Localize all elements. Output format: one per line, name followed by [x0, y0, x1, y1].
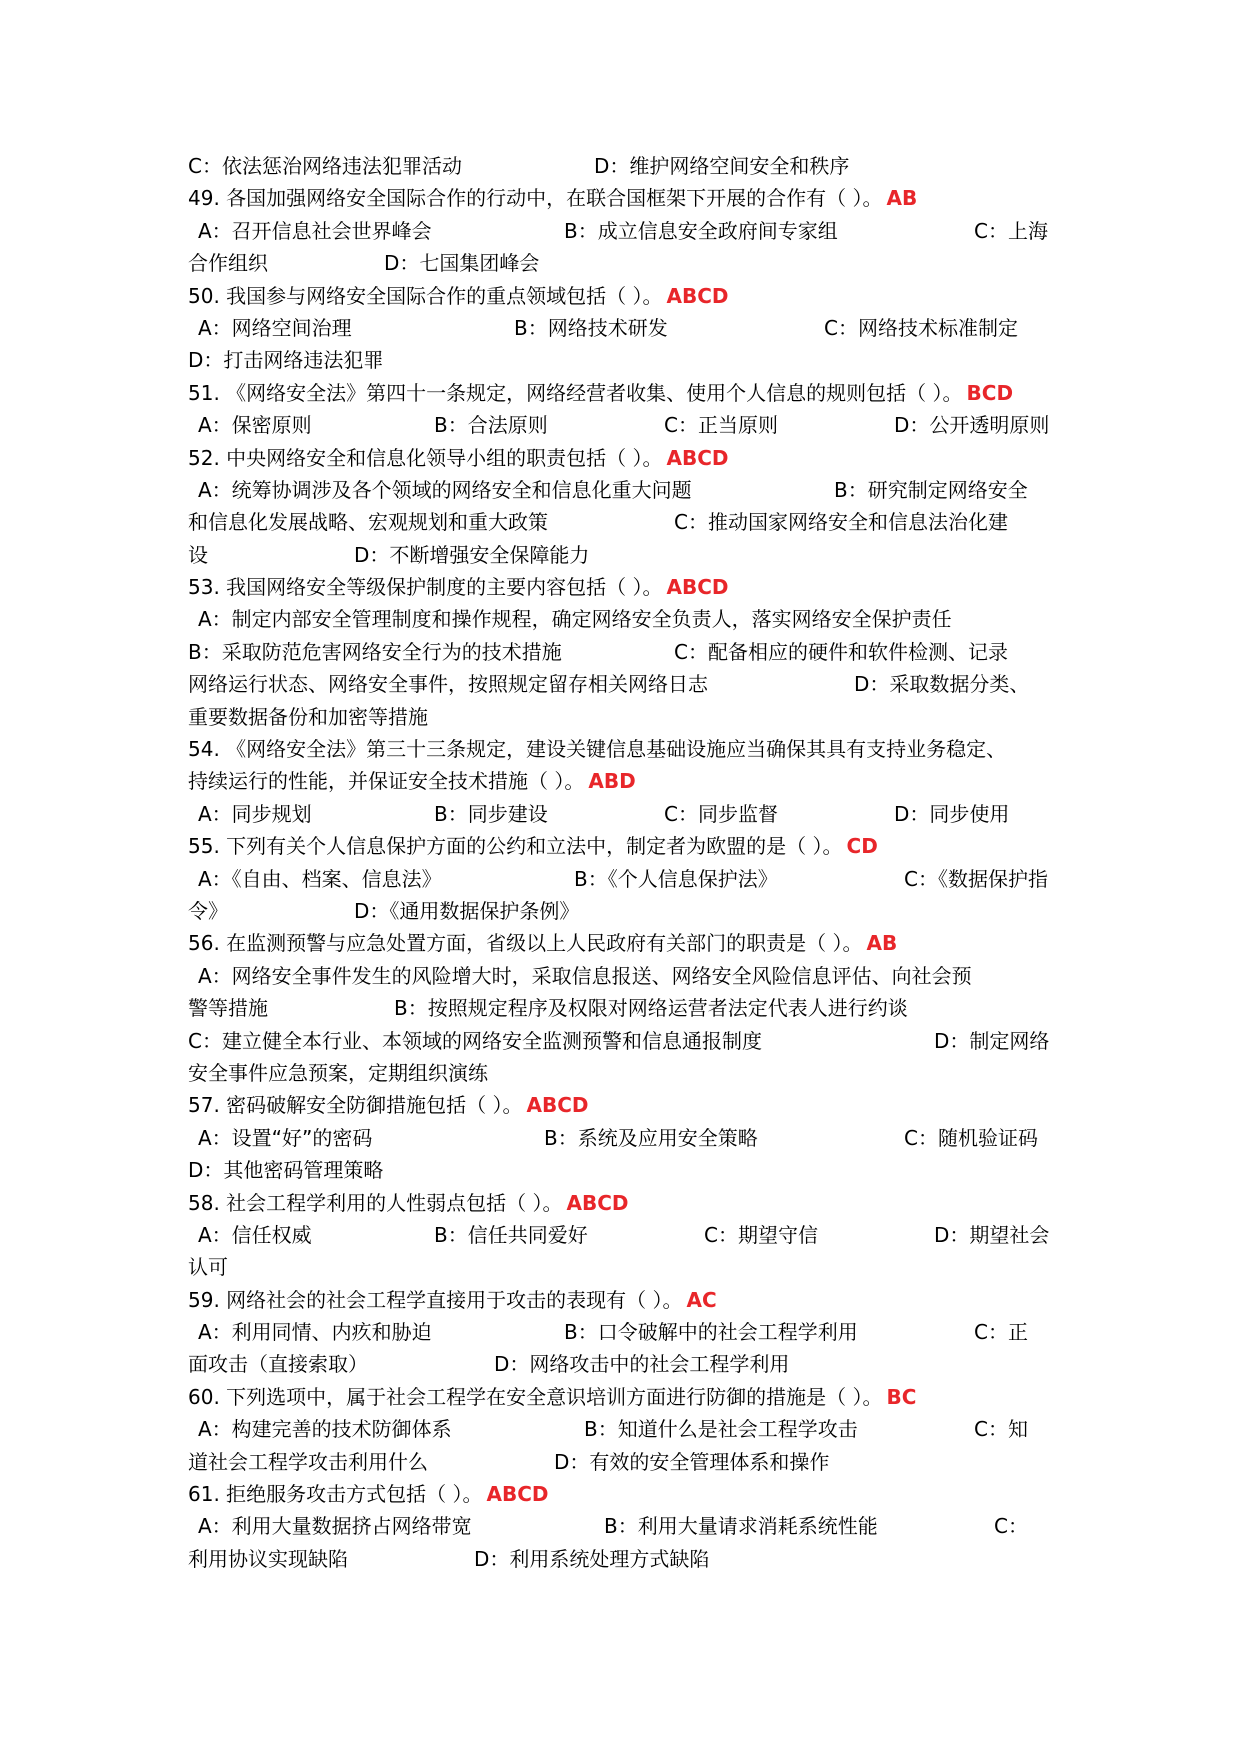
question-block: [188, 1089, 1066, 1186]
option-text: [564, 215, 838, 247]
option-label: D：七国集团峰会: [384, 251, 540, 276]
option-text: [188, 668, 708, 700]
question-text: 57. 密码破解安全防御措施包括（ ）。: [188, 1093, 523, 1118]
question-text: 49. 各国加强网络安全国际合作的行动中，在联合国框架下开展的合作有（ ）。: [188, 186, 883, 211]
option-label: C：依法惩治网络违法犯罪活动: [188, 154, 462, 178]
option-label: B：研究制定网络安全: [834, 477, 1028, 502]
option-text: [198, 409, 312, 441]
question-block: [188, 571, 1066, 733]
option-text: [188, 150, 462, 182]
option-text: [198, 1413, 452, 1445]
option-line: [188, 474, 1066, 506]
option-line: [188, 1219, 1066, 1251]
option-line: [188, 215, 1066, 247]
option-text: [934, 1219, 1049, 1251]
option-label: A：《自由、档案、信息法》: [198, 866, 442, 891]
question-list: [188, 150, 1066, 1575]
option-line: [188, 668, 1066, 700]
option-label: B：信任共同爱好: [434, 1222, 588, 1247]
option-label: C：推动国家网络安全和信息法治化建: [674, 510, 1008, 535]
answer-key: AC: [686, 1287, 717, 1312]
option-text: [514, 312, 668, 344]
option-label: C：建立健全本行业、本领域的网络安全监测预警和信息通报制度: [188, 1028, 762, 1053]
question-stem: [188, 1381, 1066, 1413]
option-label: D：其他密码管理策略: [188, 1158, 384, 1183]
option-label: B：口令破解中的社会工程学利用: [564, 1320, 858, 1345]
option-text: [188, 1446, 428, 1478]
option-line: [188, 960, 1066, 992]
option-text: [904, 1122, 1038, 1154]
option-line: [188, 1543, 1066, 1575]
option-label: B：成立信息安全政府间专家组: [564, 218, 838, 243]
question-text: 60. 下列选项中，属于社会工程学在安全意识培训方面进行防御的措施是（ ）。: [188, 1384, 883, 1409]
option-text: [974, 1413, 1028, 1445]
question-text: 56. 在监测预警与应急处置方面，省级以上人民政府有关部门的职责是（ ）。: [188, 931, 863, 956]
option-label: D：打击网络违法犯罪: [188, 348, 384, 373]
question-block: [188, 927, 1066, 1089]
option-line: [188, 765, 1066, 797]
option-text: [188, 1154, 383, 1186]
question-block: [188, 1381, 1066, 1478]
option-label: C：正: [974, 1320, 1028, 1345]
option-text: [188, 247, 268, 279]
option-text: [198, 312, 352, 344]
option-label: B：知道什么是社会工程学攻击: [584, 1417, 858, 1442]
option-line: [188, 1510, 1066, 1542]
option-text: [394, 992, 908, 1024]
question-block: [188, 830, 1066, 927]
option-text: [198, 1219, 312, 1251]
answer-key: AB: [866, 931, 898, 956]
option-text: [384, 247, 539, 279]
option-label: A：同步规划: [198, 801, 312, 826]
option-label: B：《个人信息保护法》: [574, 866, 778, 891]
option-text: [664, 409, 778, 441]
option-text: [834, 474, 1028, 506]
option-line: [188, 150, 1066, 182]
option-label: A：利用大量数据挤占网络带宽: [198, 1514, 472, 1539]
answer-key: CD: [846, 834, 878, 859]
option-label: A：网络空间治理: [198, 315, 352, 340]
option-label: D：有效的安全管理体系和操作: [554, 1449, 830, 1474]
option-text: [198, 1122, 372, 1154]
question-stem: [188, 733, 1066, 765]
option-label: C：网络技术标准制定: [824, 315, 1018, 340]
option-text: [974, 215, 1048, 247]
option-label: A：信任权威: [198, 1222, 312, 1247]
option-text: [188, 1543, 348, 1575]
option-line: [188, 1122, 1066, 1154]
option-text: [188, 701, 428, 733]
option-label: 安全事件应急预案，定期组织演练: [188, 1060, 488, 1085]
option-label: A：网络安全事件发生的风险增大时，采取信息报送、网络安全风险信息评估、向社会预: [198, 963, 972, 988]
option-text: [824, 312, 1018, 344]
option-label: D：期望社会: [934, 1222, 1050, 1247]
question-stem: [188, 442, 1066, 474]
option-label: C：: [994, 1514, 1028, 1539]
option-label: C：知: [974, 1417, 1028, 1442]
option-label: A：召开信息社会世界峰会: [198, 218, 432, 243]
option-label: B：网络技术研发: [514, 315, 668, 340]
option-label: B：利用大量请求消耗系统性能: [604, 1514, 878, 1539]
option-label: D：网络攻击中的社会工程学利用: [494, 1352, 790, 1377]
option-label: C：随机验证码: [904, 1125, 1038, 1150]
answer-key: ABCD: [666, 283, 729, 308]
option-label: D：同步使用: [894, 801, 1010, 826]
question-stem: [188, 182, 1066, 214]
option-text: [198, 474, 692, 506]
question-stem: [188, 377, 1066, 409]
option-text: [674, 636, 1008, 668]
option-line: [188, 1446, 1066, 1478]
question-block: [188, 733, 1066, 830]
option-text: [188, 1057, 488, 1089]
option-line: [188, 312, 1066, 344]
option-line: [188, 1348, 1066, 1380]
option-label: 合作组织: [188, 251, 268, 276]
option-text: [854, 668, 1029, 700]
option-text: [198, 215, 432, 247]
question-stem: [188, 1187, 1066, 1219]
option-label: D：制定网络: [934, 1028, 1050, 1053]
option-label: 重要数据备份和加密等措施: [188, 704, 428, 729]
question-stem: [188, 1089, 1066, 1121]
question-text: 58. 社会工程学利用的人性弱点包括（ ）。: [188, 1190, 563, 1215]
option-label: B：采取防范危害网络安全行为的技术措施: [188, 639, 562, 664]
question-stem: [188, 1284, 1066, 1316]
option-label: 认可: [188, 1255, 228, 1280]
question-text: 59. 网络社会的社会工程学直接用于攻击的表现有（ ）。: [188, 1287, 683, 1312]
option-line: [188, 1154, 1066, 1186]
option-label: C：上海: [974, 218, 1048, 243]
option-label: 警等措施: [188, 996, 268, 1021]
answer-key: ABCD: [666, 575, 729, 600]
option-label: A：利用同情、内疚和胁迫: [198, 1320, 432, 1345]
option-line: [188, 798, 1066, 830]
option-text: [474, 1543, 709, 1575]
option-label: 网络运行状态、网络安全事件，按照规定留存相关网络日志: [188, 672, 708, 697]
option-label: A：保密原则: [198, 413, 312, 438]
option-text: [198, 603, 952, 635]
answer-key: ABCD: [526, 1093, 589, 1118]
answer-key: ABCD: [666, 445, 729, 470]
question-text: 50. 我国参与网络安全国际合作的重点领域包括（ ）。: [188, 283, 663, 308]
option-line: [188, 863, 1066, 895]
question-text: 54. 《网络安全法》第三十三条规定，建设关键信息基础设施应当确保其具有支持业务稳定、: [188, 737, 1007, 762]
question-block: [188, 280, 1066, 377]
option-line: [188, 1251, 1066, 1283]
option-label: D：不断增强安全保障能力: [354, 542, 590, 567]
question-block: [188, 182, 1066, 279]
question-text: 53. 我国网络安全等级保护制度的主要内容包括（ ）。: [188, 575, 663, 600]
option-label: C：配备相应的硬件和软件检测、记录: [674, 639, 1008, 664]
option-line: [188, 895, 1066, 927]
option-label: C：同步监督: [664, 801, 778, 826]
question-text: 61. 拒绝服务攻击方式包括（ ）。: [188, 1482, 483, 1507]
answer-key: ABCD: [566, 1190, 629, 1215]
option-line: [188, 603, 1066, 635]
option-line: [188, 247, 1066, 279]
answer-key: AB: [886, 186, 918, 211]
option-text: [704, 1219, 818, 1251]
option-label: 利用协议实现缺陷: [188, 1546, 348, 1571]
option-text: [188, 1251, 228, 1283]
option-text: [188, 539, 208, 571]
option-text: [604, 1510, 878, 1542]
option-text: [188, 636, 562, 668]
question-block: [188, 442, 1066, 572]
option-text: [664, 798, 778, 830]
answer-key: BCD: [966, 380, 1014, 405]
option-text: [594, 150, 849, 182]
option-text: [434, 798, 548, 830]
question-text: 55. 下列有关个人信息保护方面的公约和立法中，制定者为欧盟的是（ ）。: [188, 834, 843, 859]
option-text: [198, 798, 312, 830]
option-label: 道社会工程学攻击利用什么: [188, 1449, 428, 1474]
option-line: [188, 539, 1066, 571]
option-text: [354, 539, 589, 571]
option-label: B：同步建设: [434, 801, 548, 826]
option-text: [894, 409, 1049, 441]
option-label: 持续运行的性能，并保证安全技术措施（ ）。: [188, 769, 585, 794]
question-stem: [188, 280, 1066, 312]
option-line: [188, 1316, 1066, 1348]
question-block: [188, 377, 1066, 442]
question-stem: [188, 571, 1066, 603]
option-text: [904, 863, 1048, 895]
question-text: 51. 《网络安全法》第四十一条规定，网络经营者收集、使用个人信息的规则包括（ ）。: [188, 380, 963, 405]
question-block: [188, 1187, 1066, 1284]
option-text: [584, 1413, 858, 1445]
answer-key: ABD: [588, 769, 636, 794]
option-label: 和信息化发展战略、宏观规划和重大政策: [188, 510, 548, 535]
option-text: [544, 1122, 758, 1154]
option-label: D：采取数据分类、: [854, 672, 1030, 697]
option-label: A：构建完善的技术防御体系: [198, 1417, 452, 1442]
option-text: [894, 798, 1009, 830]
option-label: 面攻击（直接索取）: [188, 1352, 368, 1377]
option-text: [434, 409, 548, 441]
answer-key: BC: [886, 1384, 917, 1409]
option-text: [974, 1316, 1028, 1348]
option-line: [188, 992, 1066, 1024]
option-label: B：按照规定程序及权限对网络运营者法定代表人进行约谈: [394, 996, 908, 1021]
option-label: D：《通用数据保护条例》: [354, 898, 580, 923]
option-label: A：制定内部安全管理制度和操作规程，确定网络安全负责人，落实网络安全保护责任: [198, 607, 952, 632]
option-text: [188, 344, 383, 376]
question-block: [188, 1284, 1066, 1381]
question-text: 52. 中央网络安全和信息化领导小组的职责包括（ ）。: [188, 445, 663, 470]
question-stem: [188, 1478, 1066, 1510]
answer-key: ABCD: [486, 1482, 549, 1507]
option-text: [198, 1316, 432, 1348]
option-label: A：统筹协调涉及各个领域的网络安全和信息化重大问题: [198, 477, 692, 502]
option-line: [188, 506, 1066, 538]
question-stem: [188, 927, 1066, 959]
question-block: [188, 1478, 1066, 1575]
option-line: [188, 1025, 1066, 1057]
question-stem: [188, 830, 1066, 862]
option-label: D：利用系统处理方式缺陷: [474, 1546, 710, 1571]
option-text: [494, 1348, 789, 1380]
question-block: [188, 150, 1066, 182]
option-line: [188, 1413, 1066, 1445]
option-text: [574, 863, 778, 895]
option-text: [188, 992, 268, 1024]
option-label: C：期望守信: [704, 1222, 818, 1247]
option-label: D：维护网络空间安全和秩序: [594, 154, 850, 178]
option-label: 令》: [188, 898, 228, 923]
option-label: D：公开透明原则: [894, 413, 1050, 438]
option-text: [994, 1510, 1028, 1542]
option-text: [554, 1446, 829, 1478]
option-label: B：合法原则: [434, 413, 548, 438]
option-label: 设: [188, 542, 208, 567]
option-label: C：正当原则: [664, 413, 778, 438]
option-text: [354, 895, 579, 927]
option-line: [188, 636, 1066, 668]
option-text: [198, 1510, 472, 1542]
option-text: [188, 506, 548, 538]
option-label: A：设置“好”的密码: [198, 1125, 373, 1150]
option-line: [188, 344, 1066, 376]
option-line: [188, 409, 1066, 441]
option-text: [188, 895, 228, 927]
option-label: B：系统及应用安全策略: [544, 1125, 758, 1150]
option-text: [188, 1025, 762, 1057]
option-text: [674, 506, 1008, 538]
option-text: [188, 765, 636, 797]
option-line: [188, 701, 1066, 733]
option-line: [188, 1057, 1066, 1089]
option-text: [198, 960, 972, 992]
option-text: [934, 1025, 1049, 1057]
option-text: [198, 863, 442, 895]
option-text: [188, 1348, 368, 1380]
option-text: [564, 1316, 858, 1348]
option-text: [434, 1219, 588, 1251]
option-label: C：《数据保护指: [904, 866, 1048, 891]
